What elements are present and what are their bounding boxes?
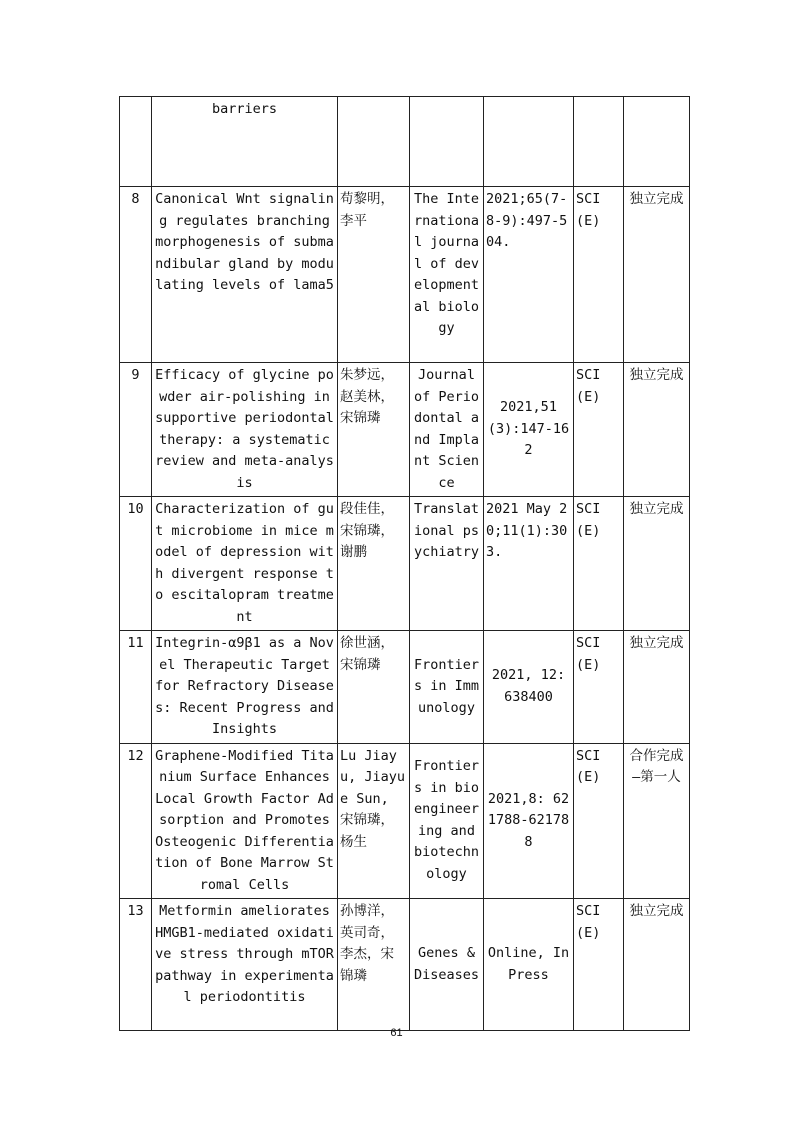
- paper-title: Metformin ameliorates HMGB1-mediated oxidative stress through mTOR pathway in experimental periodontitis: [152, 899, 338, 1031]
- pub-date: 2021 May 20;11(1):303.: [484, 497, 574, 631]
- publication-table: [119, 96, 690, 1031]
- authors: 苟黎明，李平: [338, 187, 410, 363]
- authors: [338, 97, 410, 187]
- pub-date: 2021,51(3):147-162: [484, 363, 574, 497]
- paper-title: Graphene-Modified Titanium Surface Enhances Local Growth Factor Adsorption and Promotes Osteogenic Differentiation of Bone Marrow Stromal Cells: [152, 743, 338, 899]
- index-type: SCI(E): [574, 497, 624, 631]
- authors: 朱梦远，赵美林，宋锦璘: [338, 363, 410, 497]
- table-row: [120, 97, 690, 187]
- index-type: SCI(E): [574, 187, 624, 363]
- paper-title: Integrin-α9β1 as a Novel Therapeutic Target for Refractory Diseases: Recent Progress and Insights: [152, 631, 338, 744]
- journal: Journal of Periodontal and Implant Science: [410, 363, 484, 497]
- row-number: 13: [120, 899, 152, 1031]
- completion-role: 独立完成: [624, 631, 690, 744]
- completion-role: 独立完成: [624, 187, 690, 363]
- paper-title: barriers: [152, 97, 338, 187]
- paper-title: Characterization of gut microbiome in mice model of depression with divergent response to escitalopram treatment: [152, 497, 338, 631]
- table-row: [120, 363, 690, 497]
- completion-role: [624, 97, 690, 187]
- journal: [410, 97, 484, 187]
- paper-title: Efficacy of glycine powder air-polishing in supportive periodontal therapy: a systematic review and meta-analysis: [152, 363, 338, 497]
- pub-date: 2021, 12: 638400: [484, 631, 574, 744]
- page-number: 61: [390, 1027, 403, 1039]
- row-number: 10: [120, 497, 152, 631]
- index-type: SCI(E): [574, 899, 624, 1031]
- pub-date: Online, In Press: [484, 899, 574, 1031]
- index-type: SCI(E): [574, 363, 624, 497]
- row-number: [120, 97, 152, 187]
- journal: The International journal of developmental biology: [410, 187, 484, 363]
- index-type: SCI(E): [574, 743, 624, 899]
- authors: 段佳佳，宋锦璘，谢鹏: [338, 497, 410, 631]
- completion-role: 独立完成: [624, 899, 690, 1031]
- completion-role: 合作完成—第一人: [624, 743, 690, 899]
- journal: Genes & Diseases: [410, 899, 484, 1031]
- completion-role: 独立完成: [624, 497, 690, 631]
- row-number: 12: [120, 743, 152, 899]
- index-type: SCI(E): [574, 631, 624, 744]
- completion-role: 独立完成: [624, 363, 690, 497]
- authors: 孙博洋，英司奇，李杰，宋锦璘: [338, 899, 410, 1031]
- table-row: [120, 497, 690, 631]
- pub-date: 2021,8: 621788-621788: [484, 743, 574, 899]
- journal: Frontiers in bioengineering and biotechnology: [410, 743, 484, 899]
- pub-date: [484, 97, 574, 187]
- table-row: [120, 631, 690, 744]
- table-row: [120, 743, 690, 899]
- row-number: 8: [120, 187, 152, 363]
- table-row: [120, 899, 690, 1031]
- row-number: 11: [120, 631, 152, 744]
- pub-date: 2021;65(7-8-9):497-504.: [484, 187, 574, 363]
- index-type: [574, 97, 624, 187]
- journal: Translational psychiatry: [410, 497, 484, 631]
- authors: Lu Jiayu, Jiayue Sun, 宋锦璘，杨生: [338, 743, 410, 899]
- table-row: [120, 187, 690, 363]
- row-number: 9: [120, 363, 152, 497]
- paper-title: Canonical Wnt signaling regulates branching morphogenesis of submandibular gland by modulating levels of lama5: [152, 187, 338, 363]
- journal: Frontiers in Immunology: [410, 631, 484, 744]
- authors: 徐世涵，宋锦璘: [338, 631, 410, 744]
